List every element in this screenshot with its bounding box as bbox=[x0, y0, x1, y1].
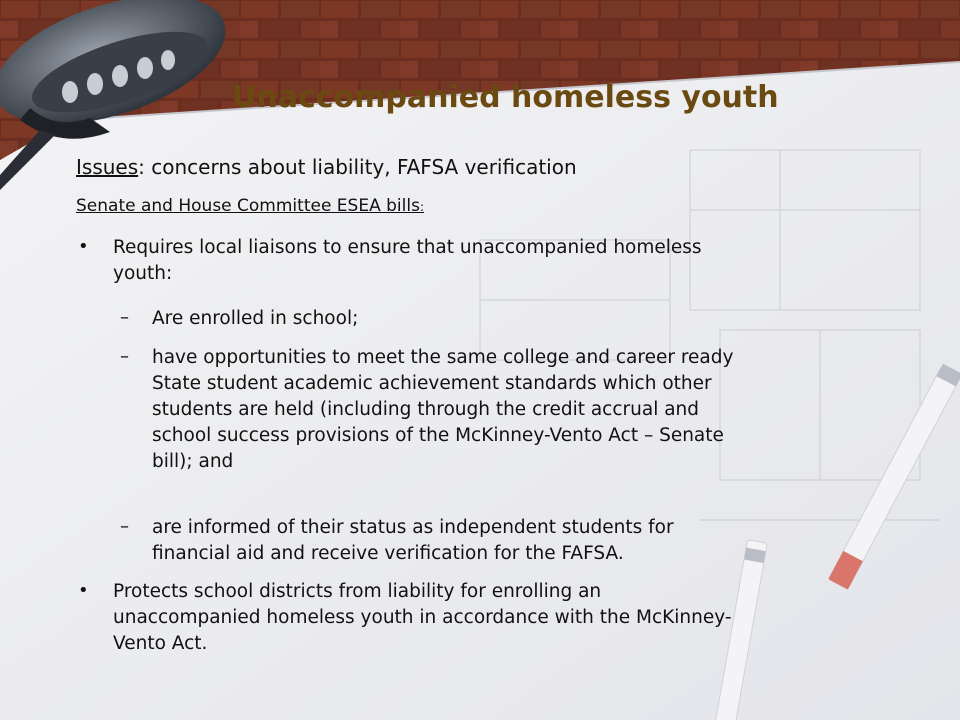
issues-text: : concerns about liability, FAFSA verification bbox=[138, 155, 577, 179]
subitem-2-line-3: students are held (including through the credit accrual and bbox=[152, 399, 700, 420]
senate-label: Senate and House Committee ESEA bills bbox=[76, 196, 420, 216]
dash-marker: – bbox=[120, 516, 129, 537]
dash-marker: – bbox=[120, 307, 129, 328]
bullet-2 bbox=[113, 579, 732, 657]
subitem-2-line-2: State student academic achievement standards which other bbox=[152, 373, 712, 394]
subitem-2-line-4: school success provisions of the McKinney-Vento Act – Senate bbox=[152, 425, 724, 446]
subitem-1 bbox=[152, 306, 358, 332]
senate-colon: : bbox=[419, 200, 424, 214]
senate-line bbox=[76, 196, 424, 216]
bullet-marker: • bbox=[78, 236, 89, 257]
bullet-2-line-3: Vento Act. bbox=[113, 633, 208, 654]
slide-title: Unaccompanied homeless youth bbox=[232, 80, 779, 115]
issues-label: Issues bbox=[76, 155, 139, 179]
bullet-2-line-1: Protects school districts from liability for enrolling an bbox=[113, 581, 602, 602]
subitem-3-line-1: are informed of their status as independent students for bbox=[152, 517, 674, 538]
subitem-2 bbox=[152, 345, 733, 475]
subitem-3-line-2: financial aid and receive verification for the FAFSA. bbox=[152, 543, 624, 564]
bullet-1-line-1: Requires local liaisons to ensure that unaccompanied homeless bbox=[113, 237, 702, 258]
subitem-2-line-5: bill); and bbox=[152, 451, 234, 472]
bullet-marker: • bbox=[78, 580, 89, 601]
bullet-1 bbox=[113, 235, 702, 287]
bullet-1-line-2: youth: bbox=[113, 263, 173, 284]
subitem-3 bbox=[152, 515, 674, 567]
issues-line bbox=[76, 155, 577, 179]
bullet-2-line-2: unaccompanied homeless youth in accordance with the McKinney- bbox=[113, 607, 732, 628]
subitem-1-line-1: Are enrolled in school; bbox=[152, 308, 359, 329]
dash-marker: – bbox=[120, 346, 129, 367]
subitem-2-line-1: have opportunities to meet the same college and career ready bbox=[152, 347, 734, 368]
